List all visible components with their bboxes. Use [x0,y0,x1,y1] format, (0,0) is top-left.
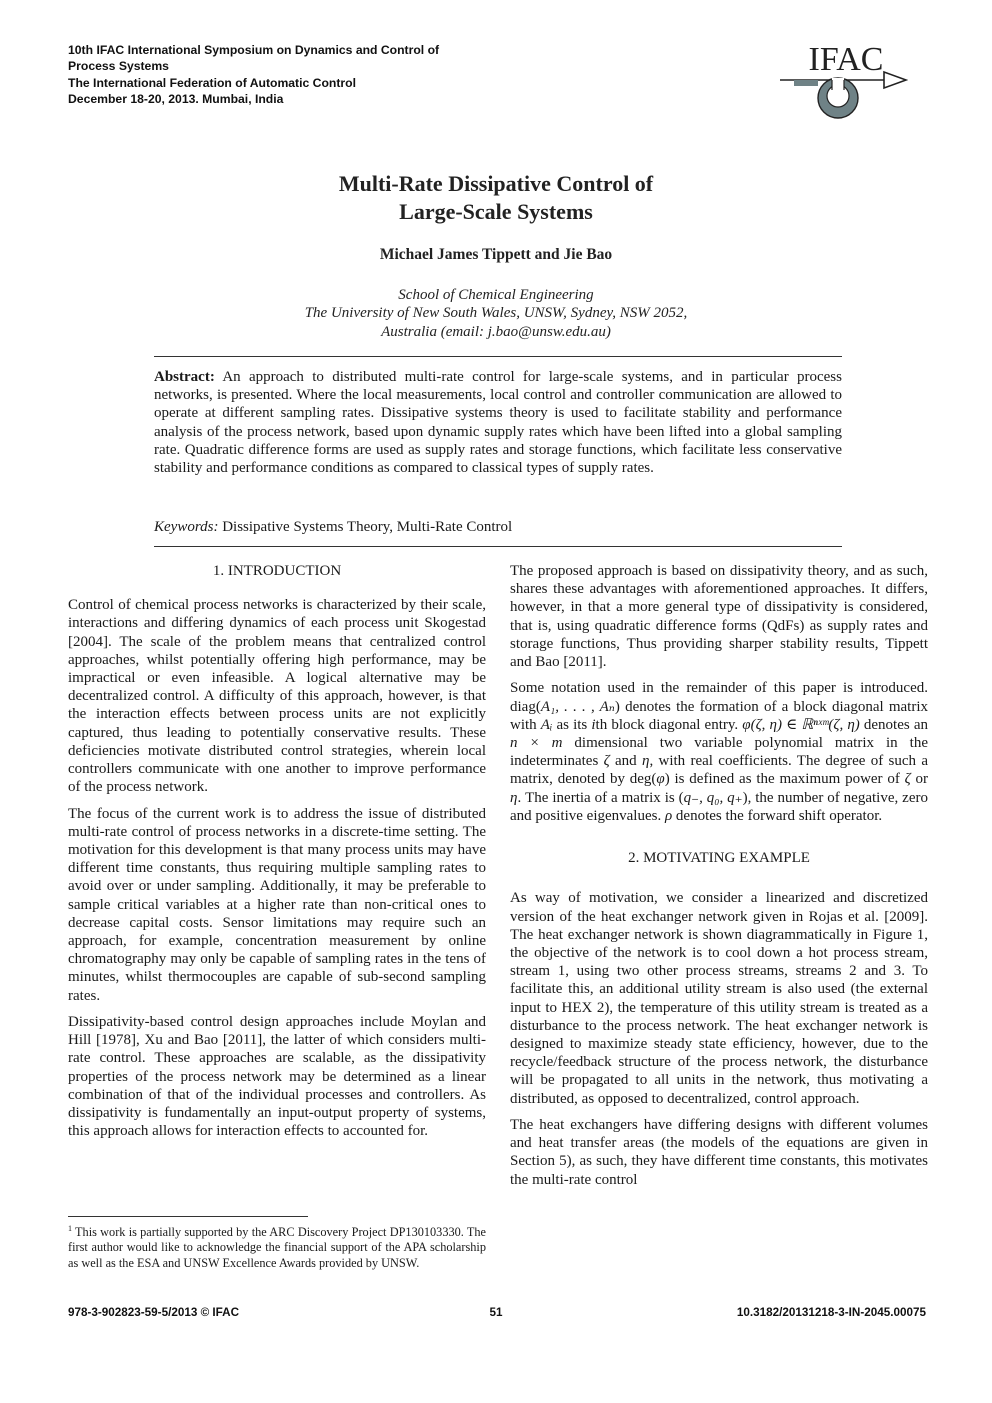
math-expr: ρ [664,807,673,824]
keywords-text: Dissipative Systems Theory, Multi-Rate Control [222,519,513,535]
math-expr: η [642,753,650,770]
abstract-bottom-rule [154,546,842,547]
body-paragraph: The proposed approach is based on dissipativity theory, and as such, shares these advantages with aforementioned approaches. It differs, however, in that a more general type of dissipativity is considered, that is, using quadratic difference forms (QdFs) as supply rates and storage functions, Thus providing sharper stability results, Tippett and Bao [2011]. [510,563,928,671]
math-expr: η [510,789,518,806]
motivating-paragraph: As way of motivation, we consider a linearized and discretized version of the heat exchanger network given in Rojas et al. [2009]. The heat exchanger network is shown diagrammatically in Figure 1, the objective of the network is to cool down a hot process stream, stream 1, using two other process streams, streams 2 and 3. To facilitate this, an additional utility stream is also used (the external input to HEX 2), the temperature of this utility stream is treated as a disturbance to the process network. The heat exchanger network is designed to maximize steady state efficiency, however, due to the recycle/feedback structure of the process network, the disturbance will be propagated to all units in the network, thus motivating a distributed, as opposed to decentralized, control approach. [510,890,928,1107]
math-expr: q₋, q₀, q₊ [683,789,743,806]
math-expr: A₁, . . . , Aₙ [540,698,615,715]
conference-header [68,42,508,108]
footnote-mark: 1 [68,1224,72,1233]
motivating-paragraph: The heat exchangers have differing designs with different volumes and heat transfer areas (the models of the equations are given in Section 5), as such, they have different time constants, this motivates the multi-rate control [510,1117,928,1188]
conference-line: The International Federation of Automatic Control [68,75,356,90]
conference-line: December 18-20, 2013. Mumbai, India [68,92,284,107]
conference-line: 10th IFAC International Symposium on Dynamics and Control of [68,43,440,57]
keywords [154,518,842,536]
left-column [68,562,486,1149]
affiliation-line: Australia (email: j.bao@unsw.edu.au) [381,323,611,340]
author-affiliation [196,286,796,341]
notation-paragraph: Some notation used in the remainder of this paper is introduced. diag(A₁, . . . , Aₙ) denotes the formation of a block diagonal matrix with Aᵢ as its ith block diagonal entry. φ(ζ, η) ∈ ℝⁿˣᵐ(ζ, η) denotes an n × m dimensional two variable polynomial matrix in the indeterminates ζ and η, with real coefficients. The degree of such a matrix, denoted by deg(φ) is defined as the maximum power of ζ or η. The inertia of a matrix is (q₋, q₀, q₊), the number of negative, zero and positive eigenvalues. ρ denotes the forward shift operator. [510,680,929,824]
math-expr: Aᵢ [540,716,553,733]
abstract-label: Abstract: [154,369,215,385]
right-column [510,562,928,1197]
math-expr: ζ [904,771,911,788]
footer-isbn: 978-3-902823-59-5/2013 © IFAC [68,1306,240,1319]
conference-line: Process Systems [68,59,169,74]
abstract-top-rule [154,356,842,357]
footnote [68,1221,486,1271]
section-heading-motivating-example: 2. MOTIVATING EXAMPLE [628,850,810,867]
math-expr: φ(ζ, η) ∈ ℝⁿˣᵐ(ζ, η) [742,716,860,733]
math-expr: ζ [603,753,610,770]
title-line: Large-Scale Systems [399,199,593,224]
intro-paragraph: The focus of the current work is to address the issue of distributed multi-rate control of process networks in a discrete-time setting. The motivation for this development is that many process units may have different time constants, thus requiring multiple sampling rates to avoid over or under sampling. Additionally, it may be preferable to sample critical variables at a higher rate than non-critical ones to decrease capital costs. Sensor limitations may require such an approach, for example, concentration measurement by online chromatography may only be capable of sampling rates in the tens of minutes, whilst thermocouples are capable of sub-second sampling rates. [68,805,486,1004]
footnote-text: This work is partially supported by the ARC Discovery Project DP130103330. The first author would like to acknowledge the financial support of the APA scholarship as well as the ESA and UNSW Excellence Awards provided by UNSW. [68,1225,486,1270]
footer-page-number: 51 [489,1306,503,1319]
footnote-rule [68,1216,308,1217]
abstract-text: An approach to distributed multi-rate control for large-scale systems, and in particular process networks, is presented. Where the local measurements, local control and controller communication are allowed to operate at different sampling rates. Dissipative systems theory is used to facilitate stability and performance analysis of the process network, based upon dynamic supply rates which have been lifted into a global sampling rate. Quadratic difference forms are used as supply rates and storage functions, which facilitate less conservative stability and performance conditions as compared to classical types of supply rates. [154,369,842,477]
math-expr: φ [656,771,665,788]
affiliation-line: School of Chemical Engineering [398,287,594,303]
logo-text: IFAC [808,41,884,78]
paper-title [196,170,796,226]
affiliation-line: The University of New South Wales, UNSW, Sydney, NSW 2052, [304,305,688,322]
math-expr: n × m [510,735,563,752]
footer-doi: 10.3182/20131218-3-IN-2045.00075 [736,1306,926,1319]
section-heading-introduction: 1. INTRODUCTION [212,563,342,579]
title-line: Multi-Rate Dissipative Control of [338,171,654,196]
intro-paragraph: Dissipativity-based control design approaches include Moylan and Hill [1978], Xu and Bao [2011], the latter of which considers multi-rate control. These approaches are scalable, as the dissipativity properties of the process network may be determined as a linear combination of that of the individual processes and controllers. As dissipativity is fundamentally an input-output property of systems, this approach allows for interaction effects to accounted for. [68,1014,486,1140]
intro-paragraph: Control of chemical process networks is characterized by their scale, interactions and differing dynamics of each process unit Skogestad [2004]. The scale of the problem means that centralized control approaches, whilst potentially offering high performance, may be impractical or even infeasible. A logical alternative may be decentralized control. A difficulty of this approach, however, is that the interaction effects between process units are not explicitly captured, thus leading to potentially conservative results. These deficiencies motivate distributed control strategies, wherein local controllers communicate with one another to improve performance of the process network. [68,597,486,796]
abstract [154,368,842,477]
keywords-label: Keywords: [154,519,219,535]
math-expr: i [591,716,596,733]
ifac-logo [776,38,908,128]
paper-authors: Michael James Tippett and Jie Bao [379,246,613,263]
